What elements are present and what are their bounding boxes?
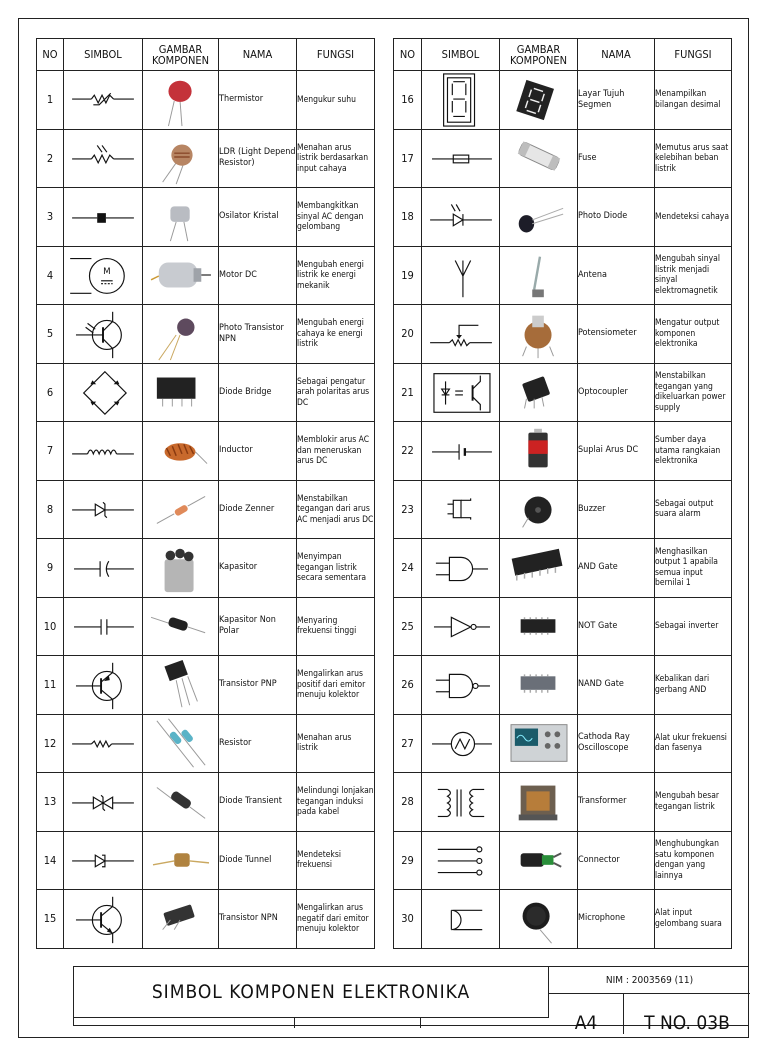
row-number: 10 <box>37 597 64 656</box>
component-function: Mengalirkan arus negatif dari emitor menuju kolektor <box>297 890 375 949</box>
optocoupler-symbol-icon <box>424 364 498 420</box>
thermistor-symbol-icon <box>66 72 140 128</box>
nonpolar-capacitor-photo <box>146 598 216 654</box>
component-name: Kapasitor <box>219 539 297 598</box>
nand-gate-symbol-icon <box>424 657 498 713</box>
component-name: Suplai Arus DC <box>578 422 655 481</box>
transformer-symbol-icon <box>424 774 498 830</box>
component-picture-cell <box>500 539 578 598</box>
buzzer-symbol-icon <box>424 481 498 537</box>
row-number: 22 <box>394 422 422 481</box>
component-name: Fuse <box>578 129 655 188</box>
component-function: Memutus arus saat kelebihan beban listrik <box>655 129 732 188</box>
symbol-cell <box>422 831 500 890</box>
row-number: 17 <box>394 129 422 188</box>
component-name: Transistor PNP <box>219 656 297 715</box>
thermistor-photo <box>146 72 216 128</box>
microphone-photo <box>504 891 574 947</box>
header-fungsi: FUNGSI <box>297 39 375 71</box>
symbol-cell <box>64 422 143 481</box>
component-name: Connector <box>578 831 655 890</box>
table-row <box>37 597 375 656</box>
row-number: 1 <box>37 71 64 130</box>
table-row <box>37 129 375 188</box>
svg-text:M: M <box>103 267 111 278</box>
component-function: Kebalikan dari gerbang AND <box>655 656 732 715</box>
table-row <box>37 539 375 598</box>
component-function: Mengubah sinyal listrik menjadi sinyal elektromagnetik <box>655 246 732 305</box>
symbol-cell <box>64 890 143 949</box>
symbol-cell <box>422 656 500 715</box>
table-row <box>394 422 732 481</box>
component-function: Mengubah energi listrik ke energi mekanik <box>297 246 375 305</box>
row-number: 3 <box>37 188 64 247</box>
table-row <box>37 714 375 773</box>
component-function: Menstabilkan tegangan dari arus AC menjadi arus DC <box>297 480 375 539</box>
component-name: Diode Zenner <box>219 480 297 539</box>
microphone-symbol-icon <box>424 891 498 947</box>
npn-photo <box>146 891 216 947</box>
symbol-cell <box>64 71 143 130</box>
table-row <box>394 246 732 305</box>
tunnel-diode-symbol-icon <box>66 832 140 888</box>
motor-photo <box>146 247 216 303</box>
component-picture-cell <box>500 656 578 715</box>
symbol-cell <box>422 480 500 539</box>
component-picture-cell <box>143 539 219 598</box>
row-number: 5 <box>37 305 64 364</box>
component-function: Mendeteksi cahaya <box>655 188 732 247</box>
component-picture-cell <box>500 714 578 773</box>
table-row <box>37 422 375 481</box>
photodiode-symbol-icon <box>424 189 498 245</box>
component-picture-cell <box>143 246 219 305</box>
component-name: Microphone <box>578 890 655 949</box>
component-name: Diode Tunnel <box>219 831 297 890</box>
table-row <box>394 71 732 130</box>
battery-photo <box>504 423 574 479</box>
component-picture-cell <box>143 890 219 949</box>
component-name: NOT Gate <box>578 597 655 656</box>
row-number: 19 <box>394 246 422 305</box>
symbol-cell <box>64 597 143 656</box>
table-header-row <box>394 39 732 71</box>
component-picture-cell <box>143 305 219 364</box>
zener-photo <box>146 481 216 537</box>
fuse-photo <box>504 130 574 186</box>
component-name: Transformer <box>578 773 655 832</box>
table-row <box>37 656 375 715</box>
capacitor-symbol-icon <box>66 540 140 596</box>
transformer-photo <box>504 774 574 830</box>
header-fungsi: FUNGSI <box>655 39 732 71</box>
component-name: Thermistor <box>219 71 297 130</box>
crystal-symbol-icon <box>66 189 140 245</box>
row-number: 24 <box>394 539 422 598</box>
symbol-cell <box>64 363 143 422</box>
header-simbol: SIMBOL <box>64 39 143 71</box>
symbol-cell <box>64 305 143 364</box>
table-row <box>394 363 732 422</box>
component-function: Sebagai pengatur arah polaritas arus DC <box>297 363 375 422</box>
header-gambar: GAMBAR KOMPONEN <box>500 39 578 71</box>
component-function: Sebagai inverter <box>655 597 732 656</box>
table-row <box>394 188 732 247</box>
symbol-cell <box>422 188 500 247</box>
table-row <box>394 597 732 656</box>
symbol-cell <box>64 831 143 890</box>
component-name: Antena <box>578 246 655 305</box>
symbol-cell <box>422 129 500 188</box>
component-function: Alat input gelombang suara <box>655 890 732 949</box>
component-picture-cell <box>500 246 578 305</box>
resistor-photo <box>146 715 216 771</box>
component-picture-cell <box>500 422 578 481</box>
table-row <box>394 480 732 539</box>
title-block-cell <box>295 1018 421 1028</box>
component-function: Menstabilkan tegangan yang dikeluarkan power supply <box>655 363 732 422</box>
component-function: Mengukur suhu <box>297 71 375 130</box>
table-row <box>394 890 732 949</box>
component-function: Mengatur output komponen elektronika <box>655 305 732 364</box>
not-ic-photo <box>504 598 574 654</box>
phototransistor-symbol-icon <box>66 306 140 362</box>
symbol-cell <box>422 363 500 422</box>
row-number: 27 <box>394 714 422 773</box>
component-picture-cell <box>500 188 578 247</box>
table-row <box>37 188 375 247</box>
fuse-symbol-icon <box>424 130 498 186</box>
bridge-photo <box>146 364 216 420</box>
component-name: Inductor <box>219 422 297 481</box>
student-nim: NIM : 2003569 (11) <box>549 967 750 994</box>
symbol-cell <box>422 305 500 364</box>
crystal-photo <box>146 189 216 245</box>
component-function: Sumber daya utama rangkaian elektronika <box>655 422 732 481</box>
table-row <box>394 773 732 832</box>
row-number: 4 <box>37 246 64 305</box>
row-number: 9 <box>37 539 64 598</box>
inductor-photo <box>146 423 216 479</box>
component-table-right <box>393 38 732 949</box>
symbol-cell <box>64 246 143 305</box>
table-row <box>37 831 375 890</box>
pnp-photo <box>146 657 216 713</box>
component-name: Potensiometer <box>578 305 655 364</box>
nonpolar-capacitor-symbol-icon <box>66 598 140 654</box>
component-function: Sebagai output suara alarm <box>655 480 732 539</box>
connector-symbol-icon <box>424 832 498 888</box>
component-name: Kapasitor Non Polar <box>219 597 297 656</box>
component-name: Osilator Kristal <box>219 188 297 247</box>
component-picture-cell <box>143 714 219 773</box>
row-number: 30 <box>394 890 422 949</box>
component-picture-cell <box>143 363 219 422</box>
seven-segment-symbol-icon <box>424 72 498 128</box>
component-name: Diode Transient <box>219 773 297 832</box>
row-number: 15 <box>37 890 64 949</box>
row-number: 6 <box>37 363 64 422</box>
table-row <box>394 129 732 188</box>
component-function: Mengubah besar tegangan listrik <box>655 773 732 832</box>
ldr-symbol-icon <box>66 130 140 186</box>
component-name: Diode Bridge <box>219 363 297 422</box>
table-row <box>394 305 732 364</box>
component-function: Memblokir arus AC dan meneruskan arus DC <box>297 422 375 481</box>
component-picture-cell <box>500 890 578 949</box>
nand-ic-photo <box>504 657 574 713</box>
table-header-row <box>37 39 375 71</box>
table-row <box>37 363 375 422</box>
title-block-cell <box>74 1018 295 1028</box>
connector-photo <box>504 832 574 888</box>
resistor-symbol-icon <box>66 715 140 771</box>
antenna-symbol-icon <box>424 247 498 303</box>
symbol-cell <box>422 422 500 481</box>
symbol-cell <box>422 71 500 130</box>
component-name: Cathoda Ray Oscilloscope <box>578 714 655 773</box>
row-number: 13 <box>37 773 64 832</box>
symbol-cell <box>64 539 143 598</box>
potentiometer-symbol-icon <box>424 306 498 362</box>
component-function: Alat ukur frekuensi dan fasenya <box>655 714 732 773</box>
tvs-symbol-icon <box>66 774 140 830</box>
component-function: Menghubungkan satu komponen dengan yang lainnya <box>655 831 732 890</box>
row-number: 12 <box>37 714 64 773</box>
symbol-cell <box>64 188 143 247</box>
header-nama: NAMA <box>578 39 655 71</box>
row-number: 14 <box>37 831 64 890</box>
not-gate-symbol-icon <box>424 598 498 654</box>
component-name: Buzzer <box>578 480 655 539</box>
seven-segment-photo <box>504 72 574 128</box>
row-number: 11 <box>37 656 64 715</box>
row-number: 21 <box>394 363 422 422</box>
table-row <box>394 656 732 715</box>
and-ic-photo <box>504 540 574 596</box>
header-no: NO <box>37 39 64 71</box>
pnp-symbol-icon <box>66 657 140 713</box>
and-gate-symbol-icon <box>424 540 498 596</box>
dc-supply-symbol-icon <box>424 423 498 479</box>
drawing-number: T NO. 03B <box>644 1012 730 1034</box>
component-name: Photo Diode <box>578 188 655 247</box>
npn-symbol-icon <box>66 891 140 947</box>
row-number: 20 <box>394 305 422 364</box>
row-number: 25 <box>394 597 422 656</box>
table-row <box>37 305 375 364</box>
row-number: 2 <box>37 129 64 188</box>
row-number: 28 <box>394 773 422 832</box>
table-row <box>37 246 375 305</box>
component-picture-cell <box>143 188 219 247</box>
component-name: LDR (Light Depend Resistor) <box>219 129 297 188</box>
bridge-symbol-icon <box>66 364 140 420</box>
header-simbol: SIMBOL <box>422 39 500 71</box>
component-picture-cell <box>500 773 578 832</box>
optocoupler-photo <box>504 364 574 420</box>
table-row <box>394 539 732 598</box>
buzzer-photo <box>504 481 574 537</box>
drawing-title: SIMBOL KOMPONEN ELEKTRONIKA <box>74 967 549 1018</box>
component-picture-cell <box>500 71 578 130</box>
component-name: AND Gate <box>578 539 655 598</box>
phototransistor-photo <box>146 306 216 362</box>
component-name: Layar Tujuh Segmen <box>578 71 655 130</box>
row-number: 18 <box>394 188 422 247</box>
component-picture-cell <box>500 480 578 539</box>
component-picture-cell <box>143 480 219 539</box>
component-function: Mengalirkan arus positif dari emitor menuju kolektor <box>297 656 375 715</box>
zener-symbol-icon <box>66 481 140 537</box>
component-name: Motor DC <box>219 246 297 305</box>
symbol-cell <box>422 246 500 305</box>
tvs-photo <box>146 774 216 830</box>
oscilloscope-photo <box>504 715 574 771</box>
row-number: 16 <box>394 71 422 130</box>
cro-symbol-icon <box>424 715 498 771</box>
row-number: 29 <box>394 831 422 890</box>
component-name: Transistor NPN <box>219 890 297 949</box>
component-picture-cell <box>143 422 219 481</box>
component-function: Membangkitkan sinyal AC dengan gelombang <box>297 188 375 247</box>
component-function: Menyimpan tegangan listrik secara sementara <box>297 539 375 598</box>
component-picture-cell <box>143 831 219 890</box>
table-row <box>394 714 732 773</box>
inductor-symbol-icon <box>66 423 140 479</box>
component-table-left <box>36 38 375 949</box>
component-function: Mengubah energi cahaya ke energi listrik <box>297 305 375 364</box>
symbol-cell <box>422 890 500 949</box>
symbol-cell <box>64 480 143 539</box>
symbol-cell <box>64 656 143 715</box>
component-name: Resistor <box>219 714 297 773</box>
symbol-cell <box>422 597 500 656</box>
header-gambar: GAMBAR KOMPONEN <box>143 39 219 71</box>
row-number: 23 <box>394 480 422 539</box>
symbol-cell <box>64 129 143 188</box>
table-row <box>37 773 375 832</box>
potentiometer-photo <box>504 306 574 362</box>
symbol-cell <box>64 714 143 773</box>
component-picture-cell <box>143 71 219 130</box>
table-row <box>37 71 375 130</box>
table-row <box>37 480 375 539</box>
table-row <box>394 831 732 890</box>
antenna-photo <box>504 247 574 303</box>
component-function: Menghasilkan output 1 apabila semua input bernilai 1 <box>655 539 732 598</box>
component-name: NAND Gate <box>578 656 655 715</box>
capacitor-photo <box>146 540 216 596</box>
component-function: Menyaring frekuensi tinggi <box>297 597 375 656</box>
ldr-photo <box>146 130 216 186</box>
header-no: NO <box>394 39 422 71</box>
component-name: Photo Transistor NPN <box>219 305 297 364</box>
photodiode-photo <box>504 189 574 245</box>
row-number: 8 <box>37 480 64 539</box>
component-name: Optocoupler <box>578 363 655 422</box>
component-function: Menampilkan bilangan desimal <box>655 71 732 130</box>
symbol-cell <box>422 773 500 832</box>
component-picture-cell <box>143 597 219 656</box>
table-row <box>37 890 375 949</box>
component-picture-cell <box>500 129 578 188</box>
component-picture-cell <box>143 773 219 832</box>
row-number: 26 <box>394 656 422 715</box>
header-nama: NAMA <box>219 39 297 71</box>
component-function: Mendeteksi frekuensi <box>297 831 375 890</box>
component-function: Menahan arus listrik <box>297 714 375 773</box>
row-number: 7 <box>37 422 64 481</box>
paper-size: A4 <box>549 994 624 1034</box>
component-function: Melindungi lonjakan tegangan induksi pada kabel <box>297 773 375 832</box>
motor-symbol-icon <box>66 247 140 303</box>
title-block <box>73 966 749 1034</box>
component-picture-cell <box>500 597 578 656</box>
component-picture-cell <box>143 656 219 715</box>
symbol-cell <box>64 773 143 832</box>
symbol-cell <box>422 539 500 598</box>
tunnel-diode-photo <box>146 832 216 888</box>
component-picture-cell <box>500 305 578 364</box>
component-picture-cell <box>143 129 219 188</box>
symbol-cell <box>422 714 500 773</box>
component-picture-cell <box>500 363 578 422</box>
component-picture-cell <box>500 831 578 890</box>
component-function: Menahan arus listrik berdasarkan input cahaya <box>297 129 375 188</box>
